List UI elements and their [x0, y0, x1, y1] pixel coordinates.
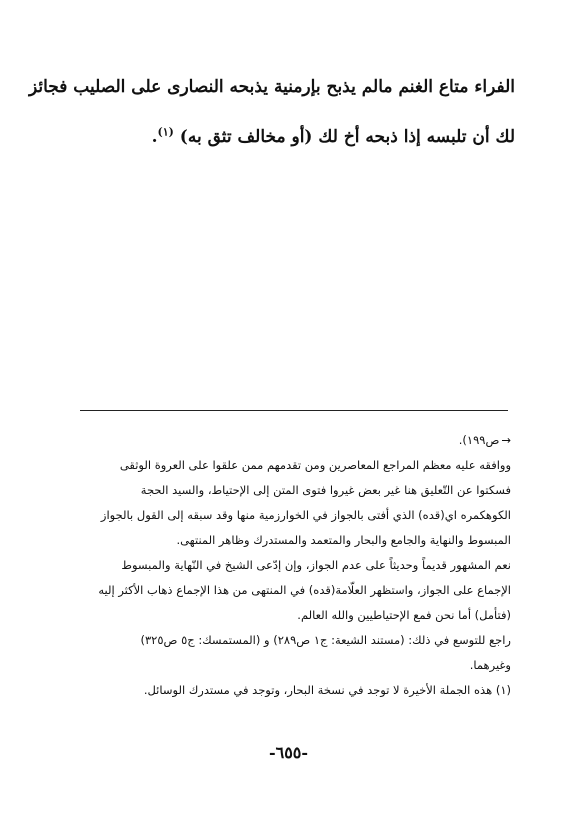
footnotes — [66, 428, 511, 703]
footnote-line: نعم المشهور قديماً وحديثاً على عدم الجواز، وإن إدّعى الشيخ في النّهاية والمبسوط — [121, 558, 511, 572]
footnote-line — [66, 428, 511, 453]
footnote-line: المبسوط والنهاية والجامع والبحار والمتعمد والمستدرك وظاهر المنتهى. — [176, 533, 511, 547]
footnote-line: ووافقه عليه معظم المراجع المعاصرين ومن تقدمهم ممن علقوا على العروة الوثقى — [119, 458, 511, 472]
footnote-divider — [80, 410, 508, 411]
footnote-line: وغيرهما. — [469, 658, 511, 672]
footnote-line: (١) هذه الجملة الأخيرة لا توجد في نسخة البحار، وتوجد في مستدرك الوسائل. — [143, 683, 511, 697]
footnote-line: الإجماع على الجواز، واستظهر العلّامة(قده) في المنتهى من هذا الإجماع ذهاب الأكثر إليه — [98, 583, 511, 597]
main-text-line-2-end: . — [151, 127, 158, 147]
footnote-line-text: ص١٩٩). — [458, 433, 500, 447]
page-number: -٦٥٥- — [268, 743, 309, 762]
main-text-line-2-body: لك أن تلبسه إذا ذبحه أخ لك (أو مخالف تثق به) — [179, 127, 515, 147]
footnote-line: راجع للتوسع في ذلك: (مستند الشيعة: ج١ ص٢٨٩) و (المستمسك: ج٥ ص٣٢٥) — [140, 633, 511, 647]
footnote-marker: (١) — [157, 125, 174, 139]
main-text-line-1: الفراء متاع الغنم مالم يذبح بإرمنية يذبحه النصارى على الصليب فجائز — [28, 77, 515, 97]
main-text — [28, 62, 515, 162]
main-text-line-2 — [60, 112, 515, 162]
footnote-line: الكوهكمره اي(قده) الذي أفتى بالجواز في الخوارزمية منها وقد سبقه إلى القول بالجواز — [100, 508, 511, 522]
footnote-line: (فتأمل) أما نحن فمع الإحتياطيين والله العالم. — [297, 608, 511, 622]
arrow-right-icon: → — [501, 433, 511, 447]
footnote-line: فسكتوا عن التّعليق هنا غير بعض غيروا فتوى المتن إلى الإحتياط، والسيد الحجة — [140, 483, 511, 497]
